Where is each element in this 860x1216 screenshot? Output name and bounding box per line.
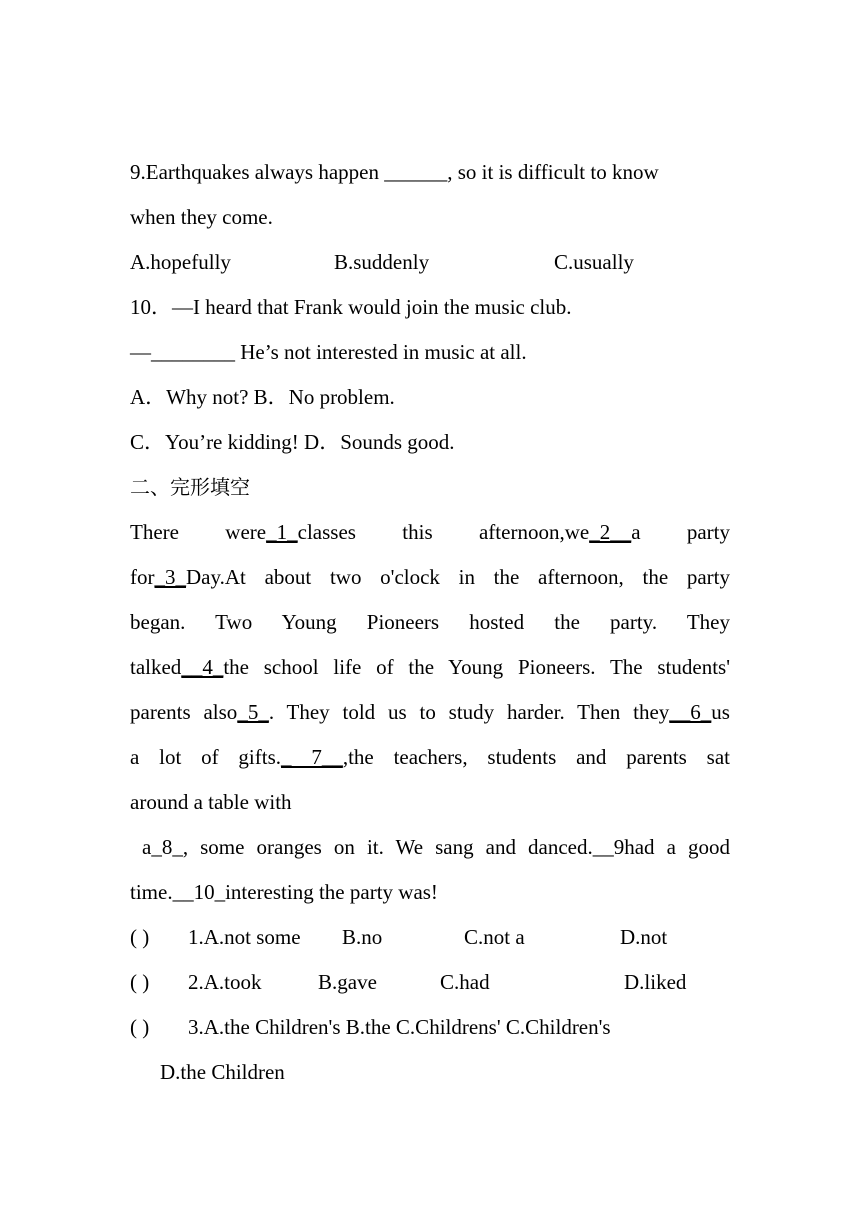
option-d: D.not (620, 925, 668, 949)
passage-text: Day.At about two o'clock in the afternoon, the party (186, 565, 730, 589)
option-row-2 (130, 960, 730, 1005)
section-heading: 二、完形填空 (130, 475, 250, 499)
option-b: B.gave (318, 970, 377, 994)
option-row-3 (130, 1005, 730, 1050)
passage-line-5 (130, 690, 730, 735)
option-row-1 (130, 915, 730, 960)
passage-text: ,the teachers, students and parents sat (342, 745, 730, 769)
passage-text: the school life of the Young Pioneers. The students' (223, 655, 730, 679)
option-c: C.not a (464, 925, 525, 949)
option-line: 3.A.the Children's B.the C.Childrens' C.Children's (188, 1015, 611, 1039)
q9-stem-line1: 9.Earthquakes always happen ______, so it is difficult to know (130, 160, 659, 184)
q9-option-a: A.hopefully (130, 250, 231, 274)
passage-line-4 (130, 645, 730, 690)
passage-line-9: time.__10_interesting the party was! (130, 880, 438, 904)
passage-text: a lot of gifts. (130, 745, 282, 769)
passage-text: classes this afternoon,we (297, 520, 590, 544)
q10-stem-line1: 10．—I heard that Frank would join the music club. (130, 295, 572, 319)
q9-option-c: C.usually (554, 250, 634, 274)
passage-line-2 (130, 555, 730, 600)
option-row-3-continued: D.the Children (160, 1060, 285, 1084)
passage-line-3: began. Two Young Pioneers hosted the party. They (130, 610, 730, 634)
passage-text: talked (130, 655, 182, 679)
passage-text: parents also (130, 700, 238, 724)
blank-6: __6_ (669, 700, 712, 724)
answer-paren: ( ) (130, 1015, 150, 1039)
q10-stem-line2: —________ He’s not interested in music at all. (130, 340, 527, 364)
answer-paren: ( ) (130, 970, 150, 994)
passage-line-6 (130, 735, 730, 780)
passage-text: us (711, 700, 730, 724)
passage-text: There were (130, 520, 267, 544)
option-c: C.had (440, 970, 490, 994)
passage-text: . They told us to study harder. Then they (268, 700, 670, 724)
blank-3: _3_ (154, 565, 186, 589)
q10-options-line1: A．Why not? B．No problem. (130, 385, 395, 409)
q9-option-b: B.suddenly (334, 250, 430, 274)
passage-line-8: a_8_, some oranges on it. We sang and danced.__9had a good (142, 835, 730, 859)
option-b: B.no (342, 925, 383, 949)
answer-paren: ( ) (130, 925, 150, 949)
blank-2: _2__ (589, 520, 632, 544)
passage-line-1 (130, 510, 730, 555)
blank-7: _ 7__ (281, 745, 343, 769)
passage-text: for (130, 565, 155, 589)
blank-5: _5_ (237, 700, 269, 724)
blank-1: _1_ (266, 520, 298, 544)
passage-line-7: around a table with (130, 790, 292, 814)
q9-stem-line2: when they come. (130, 205, 273, 229)
passage-text: a party (631, 520, 730, 544)
blank-4: __4_ (181, 655, 224, 679)
q10-options-line2: C．You’re kidding! D．Sounds good. (130, 430, 455, 454)
option-a: 1.A.not some (188, 925, 301, 949)
document-text (130, 150, 730, 1095)
option-a: 2.A.took (188, 970, 262, 994)
option-d: D.liked (624, 970, 687, 994)
q9-options (130, 240, 730, 285)
